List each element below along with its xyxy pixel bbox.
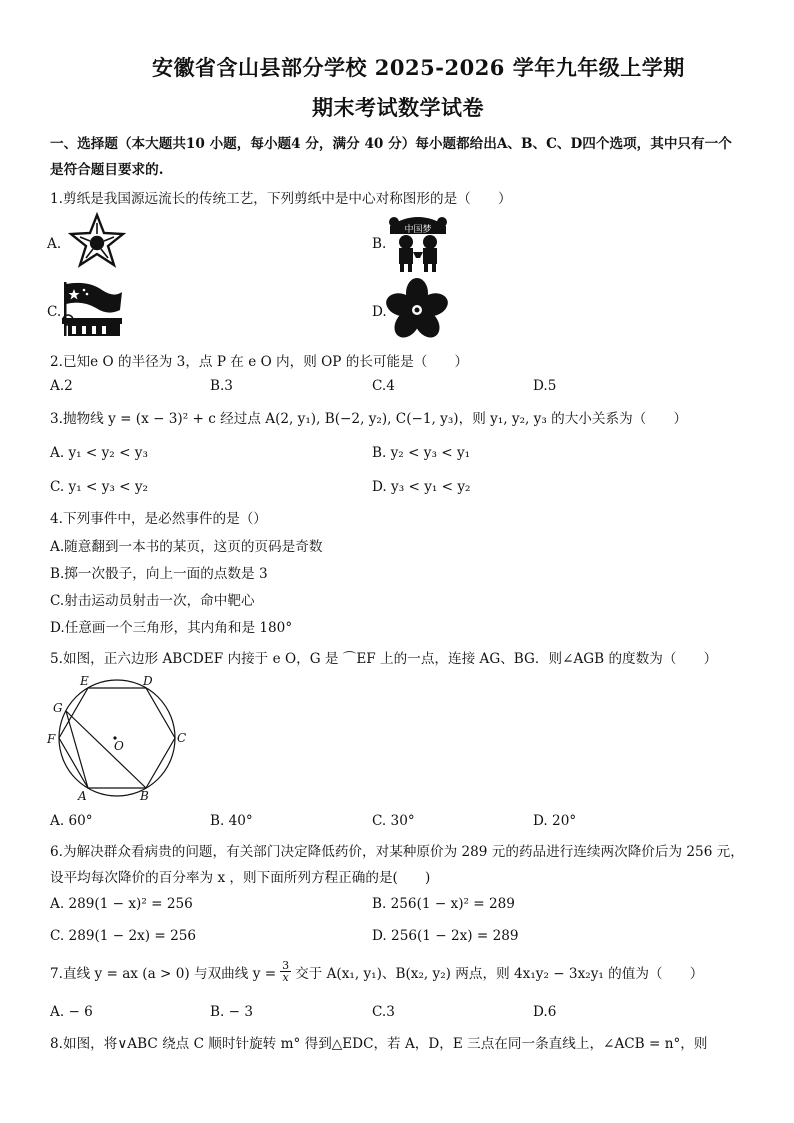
question-7-stem-post: 交于 A(x₁, y₁)、B(x₂, y₂) 两点，则 4x₁y₂ − 3x₂y₁ 的值为（ ） [295,965,704,982]
question-4-stem: 4.下列事件中，是必然事件的是（） [50,511,267,527]
label-b: B [140,789,149,803]
label-f: F [47,732,56,746]
chinese-dream-text: 中国梦 [404,225,432,235]
blossom-papercut-image [384,278,450,342]
question-2-option-b: B.3 [210,378,233,394]
question-3-option-c: C. y₁ < y₃ < y₂ [50,479,149,495]
flag-papercut-image [58,280,128,340]
label-c: C [177,731,187,745]
question-6-option-a: A. 289(1 − x)² = 256 [50,896,193,912]
question-4-option-c: C.射击运动员射击一次，命中靶心 [50,593,255,609]
fraction-numerator: 3 [282,959,290,972]
question-7-option-d: D.6 [533,1004,557,1020]
question-1-option-a: A. [47,236,62,252]
circle-o [59,680,175,796]
question-3-option-a: A. y₁ < y₂ < y₃ [50,445,148,461]
question-7-option-b: B. − 3 [210,1004,253,1020]
label-o: O [114,739,124,753]
question-5-stem: 5.如图，正六边形 ABCDEF 内接于 e O，G 是 ⌒EF 上的一点，连接 AG、BG．则∠AGB 的度数为（ ） [50,651,718,667]
label-d: D [143,674,153,688]
question-7-option-c: C.3 [372,1004,395,1020]
question-2-option-d: D.5 [533,378,557,394]
question-2-option-a: A.2 [50,378,73,394]
segment-bg [66,711,146,788]
question-1-option-b: B. [372,236,387,252]
question-4-option-a: A.随意翻到一本书的某页，这页的页码是奇数 [50,539,323,555]
question-5-option-b: B. 40° [210,813,253,829]
question-8-stem: 8.如图，将∨ABC 绕点 C 顺时针旋转 m° 得到△EDC，若 A，D，E 三点在同一条直线上，∠ACB = n°，则 [50,1036,708,1052]
question-1-stem: 1.剪纸是我国源远流长的传统工艺，下列剪纸中是中心对称图形的是（ ） [50,191,512,207]
question-1-option-d: D. [372,304,387,320]
question-6-option-b: B. 256(1 − x)² = 289 [372,896,515,912]
question-1-option-c: C. [47,304,62,320]
section-heading-line2: 是符合题目要求的. [50,162,164,178]
question-2-stem: 2.已知e O 的半径为 3，点 P 在 e O 内，则 OP 的长可能是（ ） [50,354,469,370]
segment-ag [66,711,88,788]
fraction-denominator: x [282,971,289,984]
inscribed-hexagon-diagram [44,672,190,806]
question-5-option-c: C. 30° [372,813,415,829]
hexagon-abcdef [59,688,175,788]
question-6-stem-line1: 6.为解决群众看病贵的问题，有关部门决定降低药价，对某种原价为 289 元的药品进行连续两次降价后为 256 元， [50,844,744,860]
question-2-option-c: C.4 [372,378,395,394]
label-g: G [53,701,63,715]
section-heading-line1: 一、选择题（本大题共10 小题，每小题4 分，满分 40 分）每小题都给出A、B、C、D四个选项，其中只有一个 [50,136,732,152]
question-3-option-b: B. y₂ < y₃ < y₁ [372,445,471,461]
question-5-option-d: D. 20° [533,813,577,829]
question-7-stem [50,960,703,983]
label-e: E [80,674,89,688]
question-5-option-a: A. 60° [50,813,93,829]
question-6-option-d: D. 256(1 − 2x) = 289 [372,928,519,944]
flower-papercut-image [60,212,134,274]
question-7-option-a: A. − 6 [50,1004,93,1020]
question-4-option-d: D.任意画一个三角形，其内角和是 180° [50,620,293,636]
question-7-stem-pre: 7.直线 y = ax (a > 0) 与双曲线 y = [50,965,277,982]
exam-title-line2: 期末考试数学试卷 [312,95,484,120]
question-6-option-c: C. 289(1 − 2x) = 256 [50,928,197,944]
exam-title-line1: 安徽省含山县部分学校 2025-2026 学年九年级上学期 [152,55,685,80]
question-4-option-b: B.掷一次骰子，向上一面的点数是 3 [50,566,268,582]
question-7-fraction [280,960,291,983]
label-a: A [78,789,87,803]
question-6-stem-line2: 设平均每次降价的百分率为 x ，则下面所列方程正确的是( ) [50,870,431,886]
chinese-dream-papercut-image [384,212,452,274]
question-3-option-d: D. y₃ < y₁ < y₂ [372,479,471,495]
question-3-stem: 3.抛物线 y = (x − 3)² + c 经过点 A(2, y₁), B(−2, y₂), C(−1, y₃)，则 y₁, y₂, y₃ 的大小关系为（ ） [50,411,688,427]
